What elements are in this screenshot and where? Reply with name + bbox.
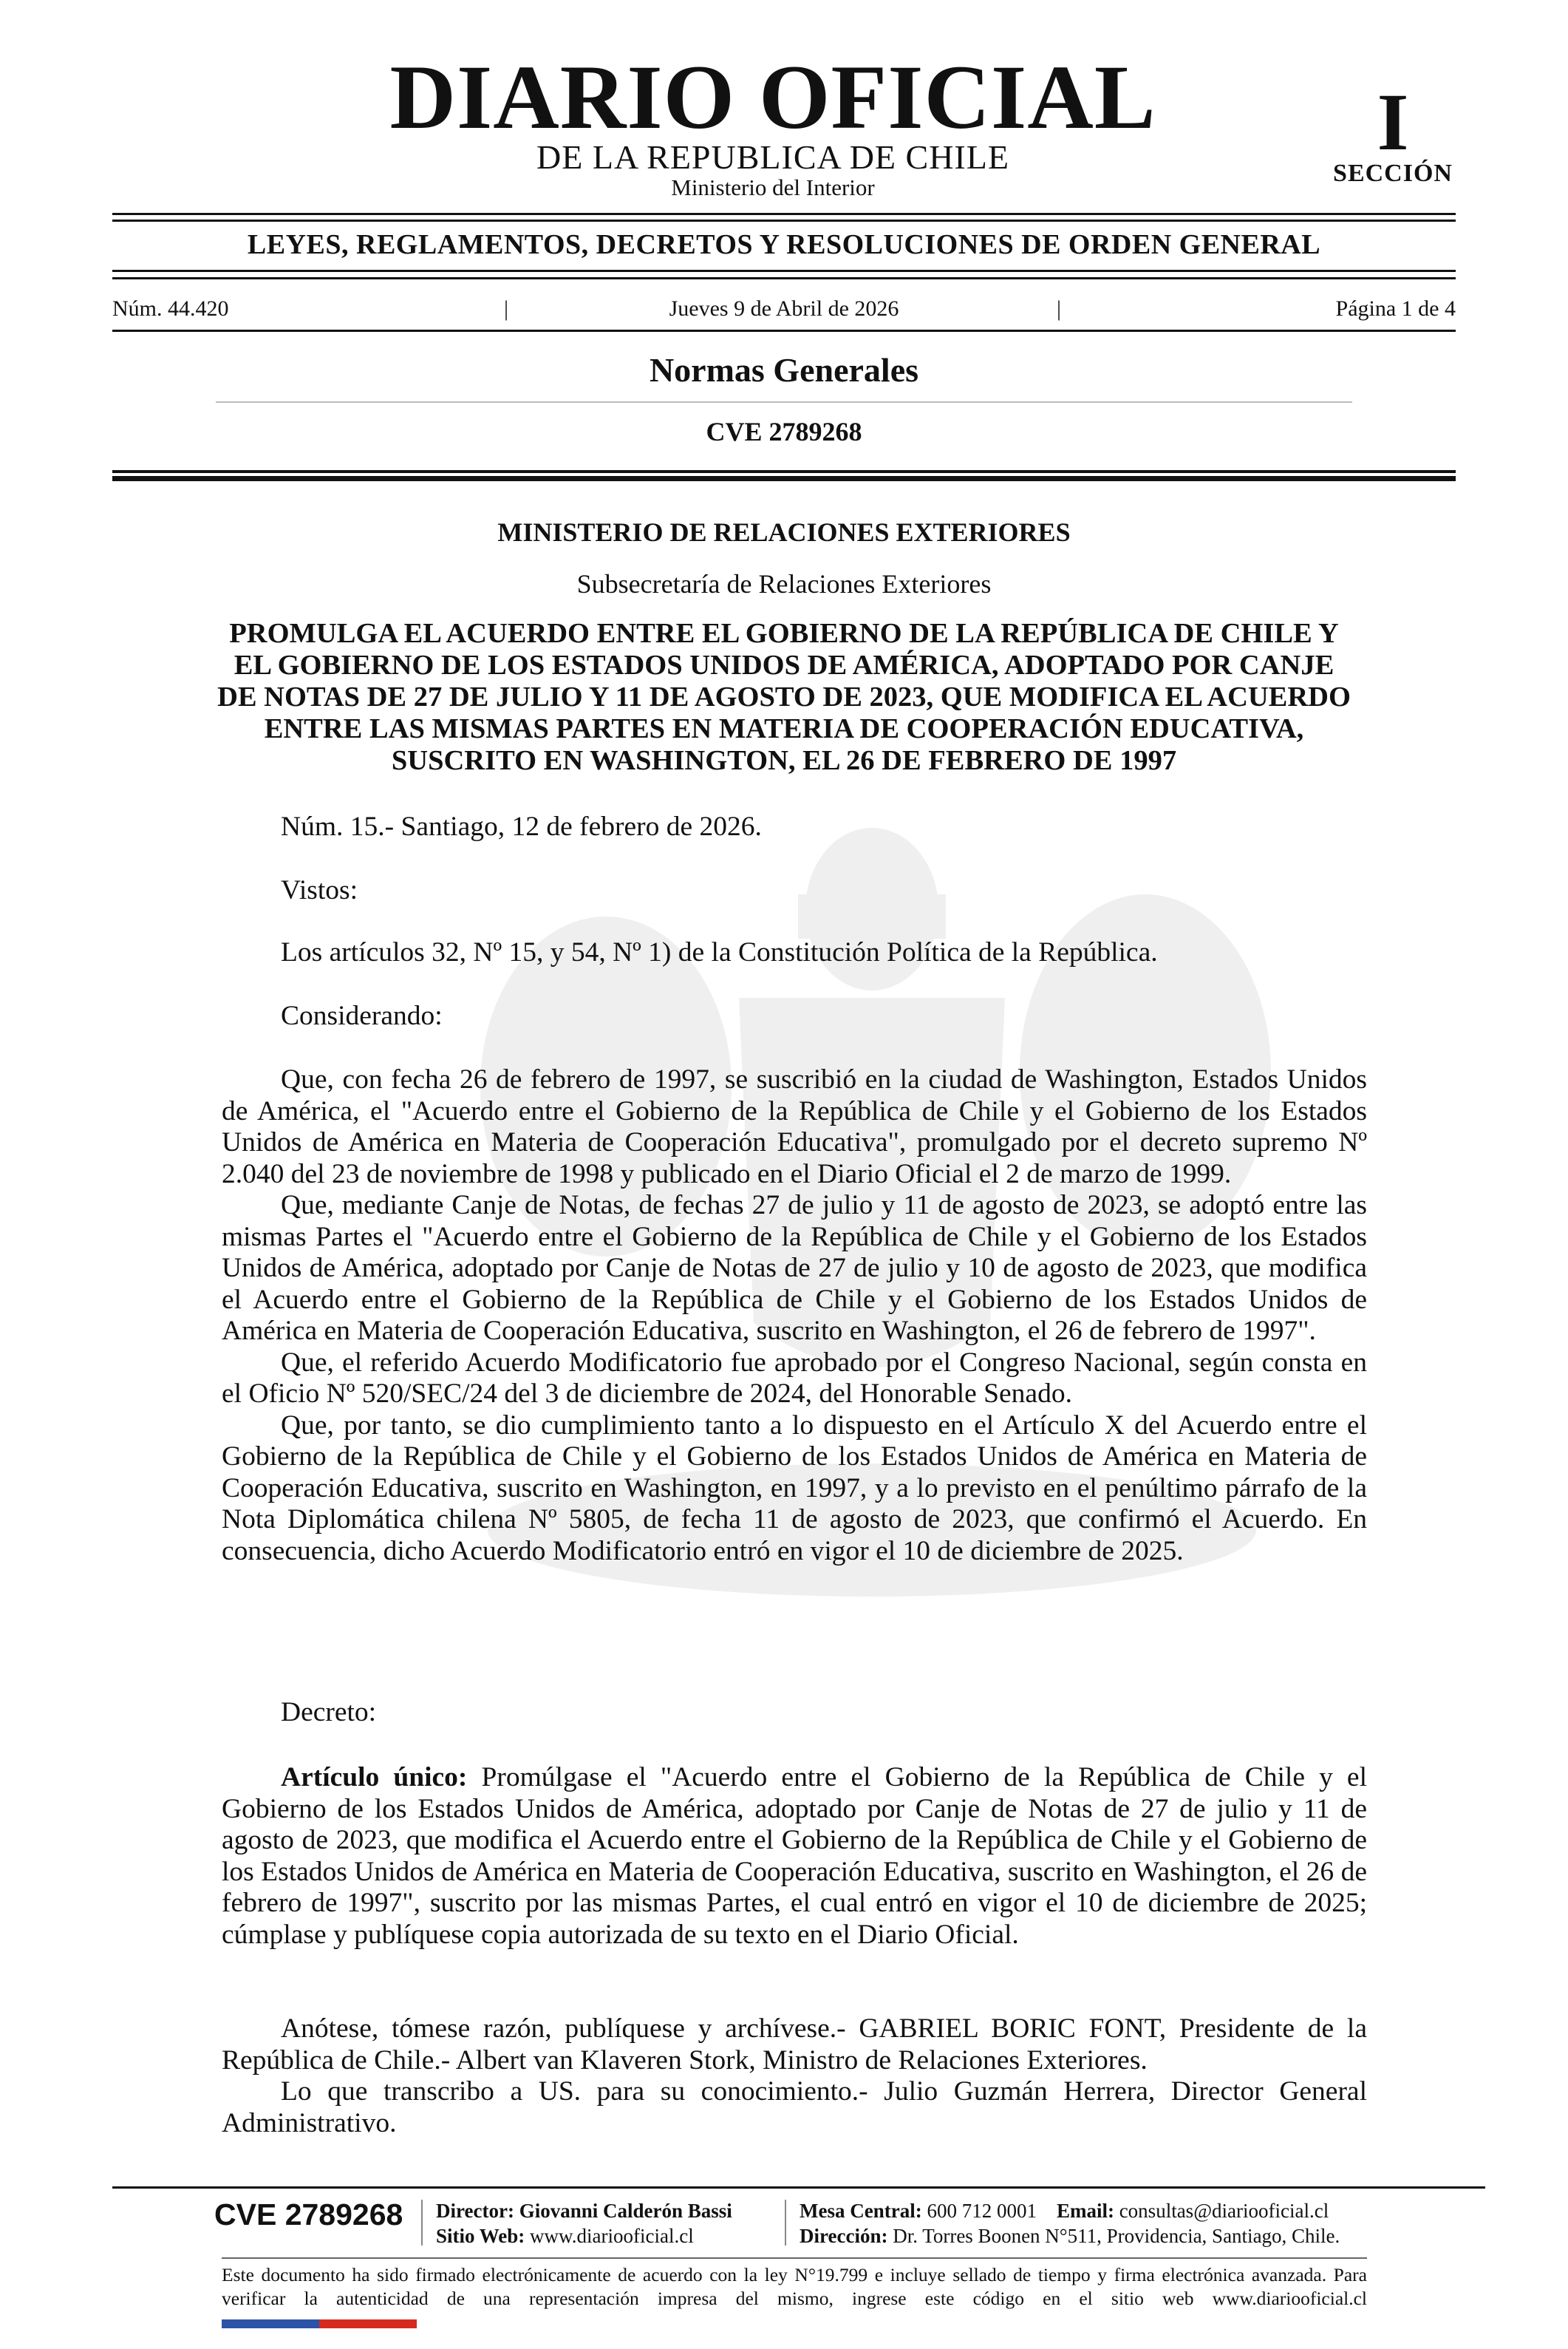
section-title-divider xyxy=(216,401,1352,403)
decree-title: PROMULGA EL ACUERDO ENTRE EL GOBIERNO DE LA REPÚBLICA DE CHILE Y EL GOBIERNO DE LOS ESTADOS UNIDOS DE AMÉRICA, ADOPTADO POR CANJE DE NOTAS DE 27 DE JULIO Y 11 DE AGOSTO DE 2023, QUE MODIFICA EL ACUERDO ENTRE LAS MISMAS PARTES EN MATERIA DE COOPERACIÓN EDUCATIVA, SUSCRITO EN WASHINGTON, EL 26 DE FEBRERO DE 1997 xyxy=(217,618,1351,776)
considerandos-block xyxy=(222,1064,1367,1567)
section-label: SECCIÓN xyxy=(1333,160,1453,187)
phone-number: 600 712 0001 xyxy=(927,2200,1037,2222)
newspaper-title: DIARIO OFICIAL xyxy=(389,47,1156,148)
vistos-label: Vistos: xyxy=(281,875,358,905)
cve-code: CVE 2789268 xyxy=(706,417,862,446)
footer-divider xyxy=(112,2186,1485,2189)
document-subsecretaria: Subsecretaría de Relaciones Exteriores xyxy=(576,569,992,599)
vistos-text: Los artículos 32, Nº 15, y 54, Nº 1) de la Constitución Política de la República. xyxy=(281,937,1158,968)
category-divider-2 xyxy=(112,277,1456,279)
director-label: Director: xyxy=(436,2200,514,2222)
header-bottom-rule-thick xyxy=(112,476,1456,481)
footer-cve-code: CVE 2789268 xyxy=(214,2197,403,2231)
masthead xyxy=(0,47,1568,207)
info-bar-divider xyxy=(112,330,1456,332)
closing-paragraph: Lo que transcribo a US. para su conocimiento.- Julio Guzmán Herrera, Director General Administrativo. xyxy=(222,2076,1367,2138)
footer-contact-left xyxy=(436,2198,732,2248)
legal-notice: Este documento ha sido firmado electrónicamente de acuerdo con la ley N°19.799 e incluye sellado de tiempo y firma electrónica avanzada. Para verificar la autenticidad de una representación impresa del mismo, ingrese este código en el sitio web www.diariooficial.cl xyxy=(222,2264,1367,2309)
issue-number: Núm. 44.420 xyxy=(112,296,229,321)
address-label: Dirección: xyxy=(800,2225,888,2247)
header-bottom-rule xyxy=(112,470,1456,473)
phone-label: Mesa Central: xyxy=(800,2200,922,2222)
decree-number-line: Núm. 15.- Santiago, 12 de febrero de 2026. xyxy=(281,812,762,842)
considerando-label: Considerando: xyxy=(281,1001,443,1031)
considerando-paragraph: Que, el referido Acuerdo Modificatorio fue aprobado por el Congreso Nacional, según consta en el Oficio Nº 520/SEC/24 del 3 de diciembre de 2024, del Honorable Senado. xyxy=(222,1347,1367,1409)
footer-separator xyxy=(421,2200,423,2246)
address-text: Dr. Torres Boonen N°511, Providencia, Santiago, Chile. xyxy=(893,2225,1340,2247)
info-separator: | xyxy=(1057,296,1062,321)
footer-director xyxy=(436,2198,732,2223)
decreto-label: Decreto: xyxy=(281,1697,377,1727)
document-ministry: MINISTERIO DE RELACIONES EXTERIORES xyxy=(497,517,1071,547)
considerando-paragraph: Que, con fecha 26 de febrero de 1997, se suscribió en la ciudad de Washington, Estados Unidos de América, el "Acuerdo entre el Gobierno de la República de Chile y el Gobierno de los Estados Unidos de América en Materia de Cooperación Educativa", promulgado por el decreto supremo Nº 2.040 del 23 de noviembre de 1998 y publicado en el Diario Oficial el 2 de marzo de 1999. xyxy=(222,1064,1367,1189)
section-number: I xyxy=(1377,77,1409,167)
email-label: Email: xyxy=(1056,2200,1114,2222)
site-label: Sitio Web: xyxy=(436,2225,525,2247)
closing-paragraph: Anótese, tómese razón, publíquese y archívese.- GABRIEL BORIC FONT, Presidente de la República de Chile.- Albert van Klaveren Stork, Ministro de Relaciones Exteriores. xyxy=(222,2013,1367,2076)
articulo-text: Promúlgase el "Acuerdo entre el Gobierno de la República de Chile y el Gobierno de los Estados Unidos de América, adoptado por Canje de Notas de 27 de julio y 11 de agosto de 2023, que modifica el Acuerdo entre el Gobierno de la República de Chile y el Gobierno de los Estados Unidos de América en Materia de Cooperación Educativa, suscrito en Washington, el 26 de febrero de 1997", suscrito por las mismas Partes, el cual entró en vigor el 10 de diciembre de 2025; cúmplase y publíquese copia autorizada de su texto en el Diario Oficial. xyxy=(222,1762,1367,1950)
chile-flag-stripe xyxy=(222,2319,417,2328)
closing-block xyxy=(222,2013,1367,2139)
email-link[interactable]: consultas@diariooficial.cl xyxy=(1119,2200,1329,2222)
articulo-unico-block xyxy=(222,1762,1367,1951)
newspaper-subtitle: DE LA REPUBLICA DE CHILE xyxy=(536,138,1009,176)
masthead-divider-top xyxy=(112,213,1456,215)
info-separator: | xyxy=(504,296,509,321)
footer-phone-email xyxy=(800,2198,1340,2223)
footer-divider-2 xyxy=(222,2257,1367,2259)
section-title: Normas Generales xyxy=(649,351,919,389)
issue-info-bar xyxy=(112,294,1456,324)
newspaper-ministry: Ministerio del Interior xyxy=(671,174,875,200)
articulo-label: Artículo único: xyxy=(281,1762,468,1792)
flag-red-segment xyxy=(319,2319,417,2328)
considerando-paragraph: Que, mediante Canje de Notas, de fechas 27 de julio y 11 de agosto de 2023, se adoptó entre las mismas Partes el "Acuerdo entre el Gobierno de la República de Chile y el Gobierno de los Estados Unidos de América, adoptado por Canje de Notas de 27 de julio y 10 de agosto de 2023, que modifica el Acuerdo entre el Gobierno de la República de Chile y el Gobierno de los Estados Unidos de América en Materia de Cooperación Educativa, suscrito en Washington, el 26 de febrero de 1997". xyxy=(222,1190,1367,1346)
director-name: Giovanni Calderón Bassi xyxy=(519,2200,732,2222)
issue-date: Jueves 9 de Abril de 2026 xyxy=(669,296,899,321)
category-heading: LEYES, REGLAMENTOS, DECRETOS Y RESOLUCIONES DE ORDEN GENERAL xyxy=(247,229,1321,260)
category-divider xyxy=(112,270,1456,272)
footer-separator xyxy=(785,2200,786,2246)
considerando-paragraph: Que, por tanto, se dio cumplimiento tanto a lo dispuesto en el Artículo X del Acuerdo entre el Gobierno de la República de Chile y el Gobierno de los Estados Unidos de América en Materia de Cooperación Educativa, suscrito en Washington, en 1997, y a lo previsto en el penúltimo párrafo de la Nota Diplomática chilena Nº 5805, de fecha 11 de agosto de 2023, que confirmó el Acuerdo. En consecuencia, dicho Acuerdo Modificatorio entró en vigor el 10 de diciembre de 2025. xyxy=(222,1410,1367,1566)
footer-site xyxy=(436,2223,732,2248)
footer-address xyxy=(800,2223,1340,2248)
flag-blue-segment xyxy=(222,2319,319,2328)
masthead-divider-top-2 xyxy=(112,220,1456,222)
page-indicator: Página 1 de 4 xyxy=(1335,296,1456,321)
articulo-paragraph xyxy=(222,1762,1367,1951)
footer-contact-right xyxy=(800,2198,1340,2248)
site-link[interactable]: www.diariooficial.cl xyxy=(530,2225,694,2247)
